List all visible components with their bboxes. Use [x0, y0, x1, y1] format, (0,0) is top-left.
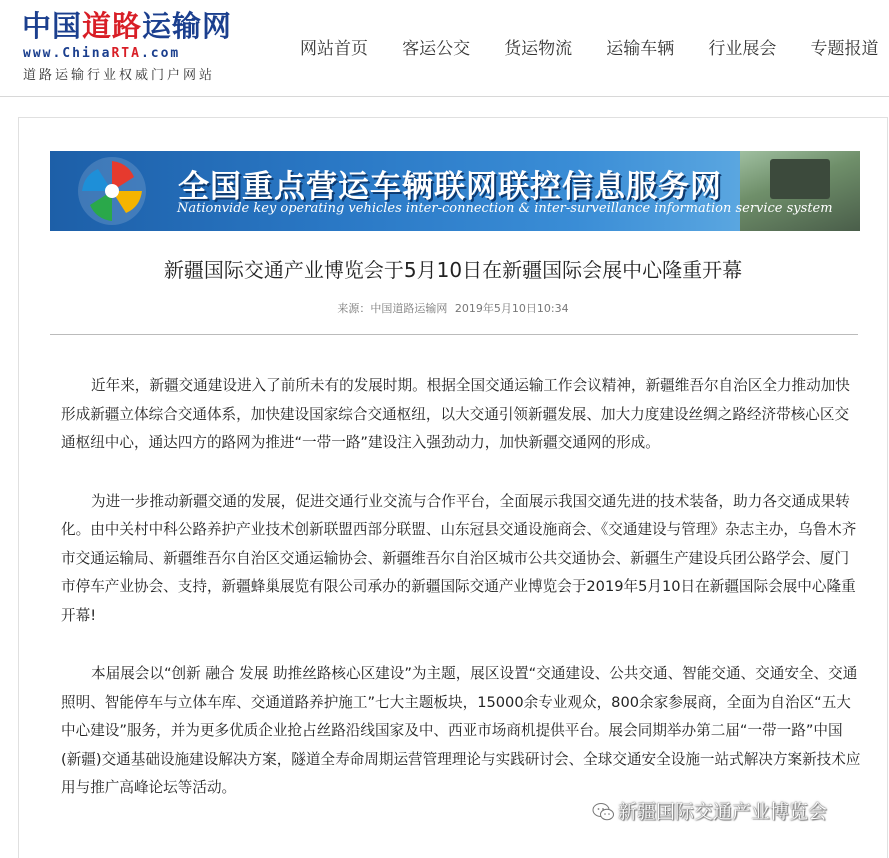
article-container — [18, 117, 888, 858]
article-title: 新疆国际交通产业博览会于5月10日在新疆国际会展中心隆重开幕 — [163, 258, 743, 282]
title-divider — [50, 334, 858, 335]
banner-title: 全国重点营运车辆联网联控信息服务网 — [178, 169, 722, 205]
nav-item-freight-logistics[interactable]: 货运物流 — [504, 39, 573, 59]
banner-ad[interactable] — [50, 151, 860, 231]
site-header — [0, 0, 889, 97]
article-date: 2019年5月10日10:34 — [454, 302, 569, 315]
nav-item-special-reports[interactable]: 专题报道 — [810, 39, 879, 59]
logo-url: www.ChinaRTA.com — [23, 46, 181, 61]
nav-item-industry-exhibitions[interactable]: 行业展会 — [708, 39, 777, 59]
banner-subtitle: Nationvide key operating vehicles inter-connection & inter-surveillance information service system — [177, 201, 833, 216]
wechat-icon — [592, 802, 614, 822]
article-paragraph: 为进一步推动新疆交通的发展，促进交通行业交流与合作平台，全面展示我国交通先进的技术装备，助力各交通成果转化。由中关村中科公路养护产业技术创新联盟西部分联盟、山东冠县交通设施商会、《交通建设与管理》杂志主办，乌鲁木齐市交通运输局、新疆维吾尔自治区交通运输协会、新疆维吾尔自治区城市公共交通协会、新疆生产建设兵团公路学会、厦门市停车产业协会、支持，新疆蜂巢展览有限公司承办的新疆国际交通产业博览会于2019年5月10日在新疆国际会展中心隆重开幕! — [61, 492, 857, 624]
site-logo[interactable] — [22, 8, 252, 88]
nav-item-transport-vehicles[interactable]: 运输车辆 — [606, 39, 675, 59]
article-paragraph: 近年来，新疆交通建设进入了前所未有的发展时期。根据全国交通运输工作会议精神，新疆维吾尔自治区全力推动加快形成新疆立体综合交通体系，加快建设国家综合交通枢纽，以大交通引领新疆发展、加大力度建设丝绸之路经济带核心区交通枢纽中心，通达四方的路网为推进“一带一路”建设注入强劲动力，加快新疆交通网的形成。 — [61, 377, 850, 451]
article-meta — [19, 300, 887, 316]
pinwheel-logo-icon — [76, 155, 148, 227]
article-paragraph: 本届展会以“创新 融合 发展 助推丝路核心区建设”为主题，展区设置“交通建设、公共交通、智能交通、交通安全、交通照明、智能停车与立体车库、交通道路养护施工”七大主题板块，15000余专业观众，800余家参展商，全面为自治区“五大中心建设”服务，并为更多优质企业抢占丝路沿线国家及中、西亚市场商机提供平台。展会同期举办第二届“一带一路”中国(新疆)交通基础设施建设解决方案，隧道全寿命周期运营管理理论与实践研讨会、全球交通安全设施一站式解决方案新技术应用与推广高峰论坛等活动。 — [61, 665, 861, 796]
logo-title: 中国道路运输网 — [22, 9, 233, 43]
main-nav — [300, 36, 889, 62]
nav-item-passenger-transit[interactable]: 客运公交 — [402, 39, 471, 59]
nav-item-home[interactable]: 网站首页 — [300, 39, 368, 59]
article-body — [61, 372, 861, 833]
watermark-text: 新疆国际交通产业博览会 — [618, 801, 828, 823]
article-source: 来源：中国道路运输网 — [337, 302, 448, 315]
logo-slogan: 道路运输行业权威门户网站 — [23, 68, 216, 83]
banner-truck-image — [770, 159, 830, 199]
